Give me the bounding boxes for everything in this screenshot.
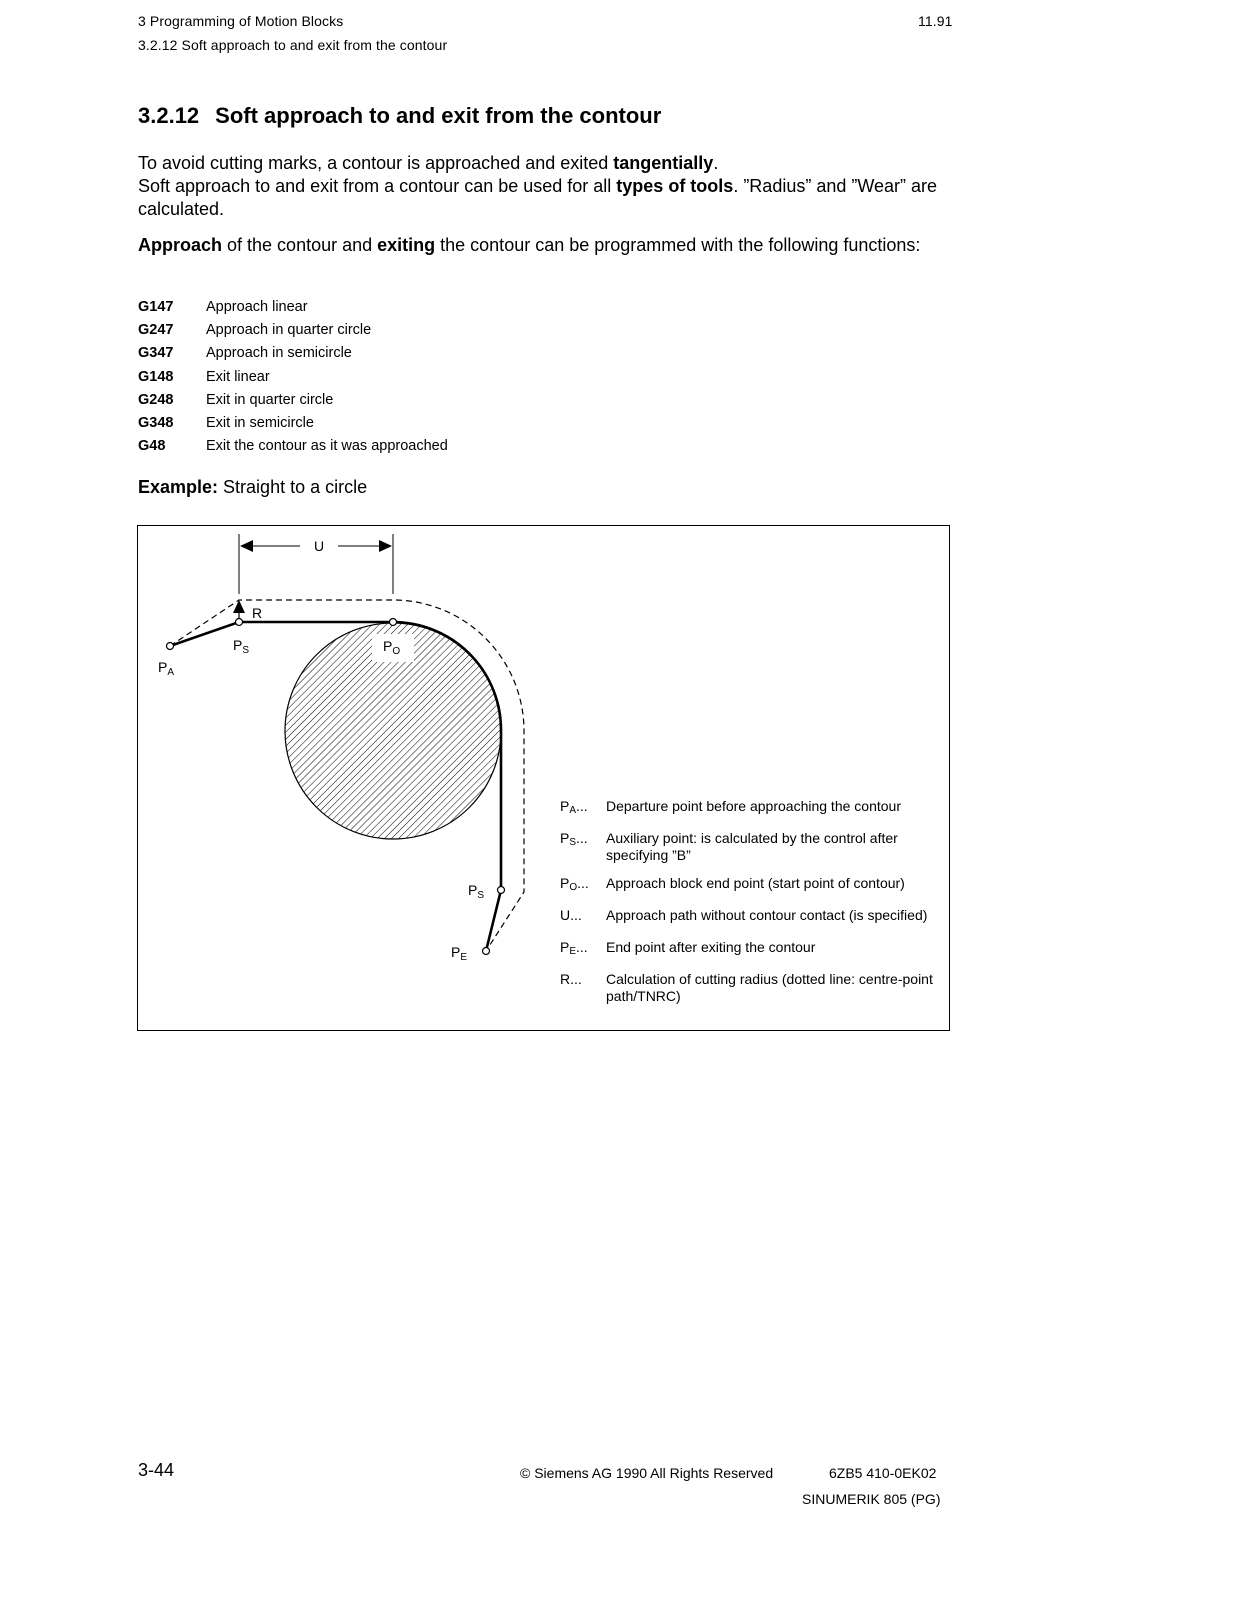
radius-arrow-head	[233, 600, 245, 613]
code-row: G348 Exit in semicircle	[138, 415, 314, 432]
point-ps-end	[498, 887, 505, 894]
code-row: G248 Exit in quarter circle	[138, 391, 334, 408]
label-pe: $P_E$	[451, 944, 468, 963]
label-ps-end: $P_S$	[468, 882, 485, 901]
section-number: 3.2.12	[138, 103, 200, 128]
code-row: G147 Approach linear	[138, 298, 308, 315]
page-number: 3-44	[138, 1460, 175, 1480]
dimension-u-arrow-right	[379, 540, 392, 552]
section-title-text: Soft approach to and exit from the contour	[215, 103, 662, 128]
dimension-u-arrow-left	[240, 540, 253, 552]
label-po: $P_O$	[383, 638, 401, 657]
legend-row: $P_A$... Departure point before approaching the contour	[560, 798, 901, 816]
legend-row: $P_O$... Approach block end point (start point of contour)	[560, 875, 905, 893]
chapter-header: 3 Programming of Motion Blocks	[138, 13, 344, 29]
label-u: U	[314, 538, 325, 554]
point-po	[390, 619, 397, 626]
code-row: G247 Approach in quarter circle	[138, 321, 372, 338]
legend-row: $P_S$... Auxiliary point: is calculated by the control after specifying ”B”	[560, 830, 898, 863]
order-number: 6ZB5 410-0EK02	[829, 1465, 937, 1481]
figure-legend	[560, 798, 945, 1016]
legend-row: U... Approach path without contour contact (is specified)	[560, 907, 928, 923]
intro-paragraph-2: Approach of the contour and exiting the contour can be programmed with the following functions:	[138, 235, 921, 255]
code-row: G48 Exit the contour as it was approached	[138, 438, 448, 455]
legend-row: R... Calculation of cutting radius (dotted line: centre-point path/TNRC)	[560, 971, 933, 1004]
point-pa	[167, 643, 174, 650]
point-ps-start	[236, 619, 243, 626]
header-date: 11.91	[918, 13, 953, 29]
label-ps-start: $P_S$	[233, 637, 250, 656]
section-title	[138, 103, 661, 129]
point-pe	[483, 948, 490, 955]
label-pa: $P_A$	[158, 659, 175, 678]
legend-row: $P_E$... End point after exiting the contour	[560, 939, 816, 957]
copyright: © Siemens AG 1990 All Rights Reserved	[520, 1465, 774, 1481]
code-row: G148 Exit linear	[138, 368, 270, 385]
intro-paragraph-1: To avoid cutting marks, a contour is approached and exited tangentially. Soft approach to and exit from a contour can be used for all types of tools. ”Radius” and ”Wear” are calculated.	[138, 153, 938, 219]
example-heading: Example: Straight to a circle	[138, 477, 368, 497]
section-header: 3.2.12 Soft approach to and exit from the contour	[138, 37, 448, 53]
product-name: SINUMERIK 805 (PG)	[802, 1491, 941, 1507]
g-code-list	[138, 295, 448, 458]
code-row: G347 Approach in semicircle	[138, 345, 352, 362]
contour-figure	[137, 525, 950, 1031]
label-r: R	[252, 605, 263, 621]
